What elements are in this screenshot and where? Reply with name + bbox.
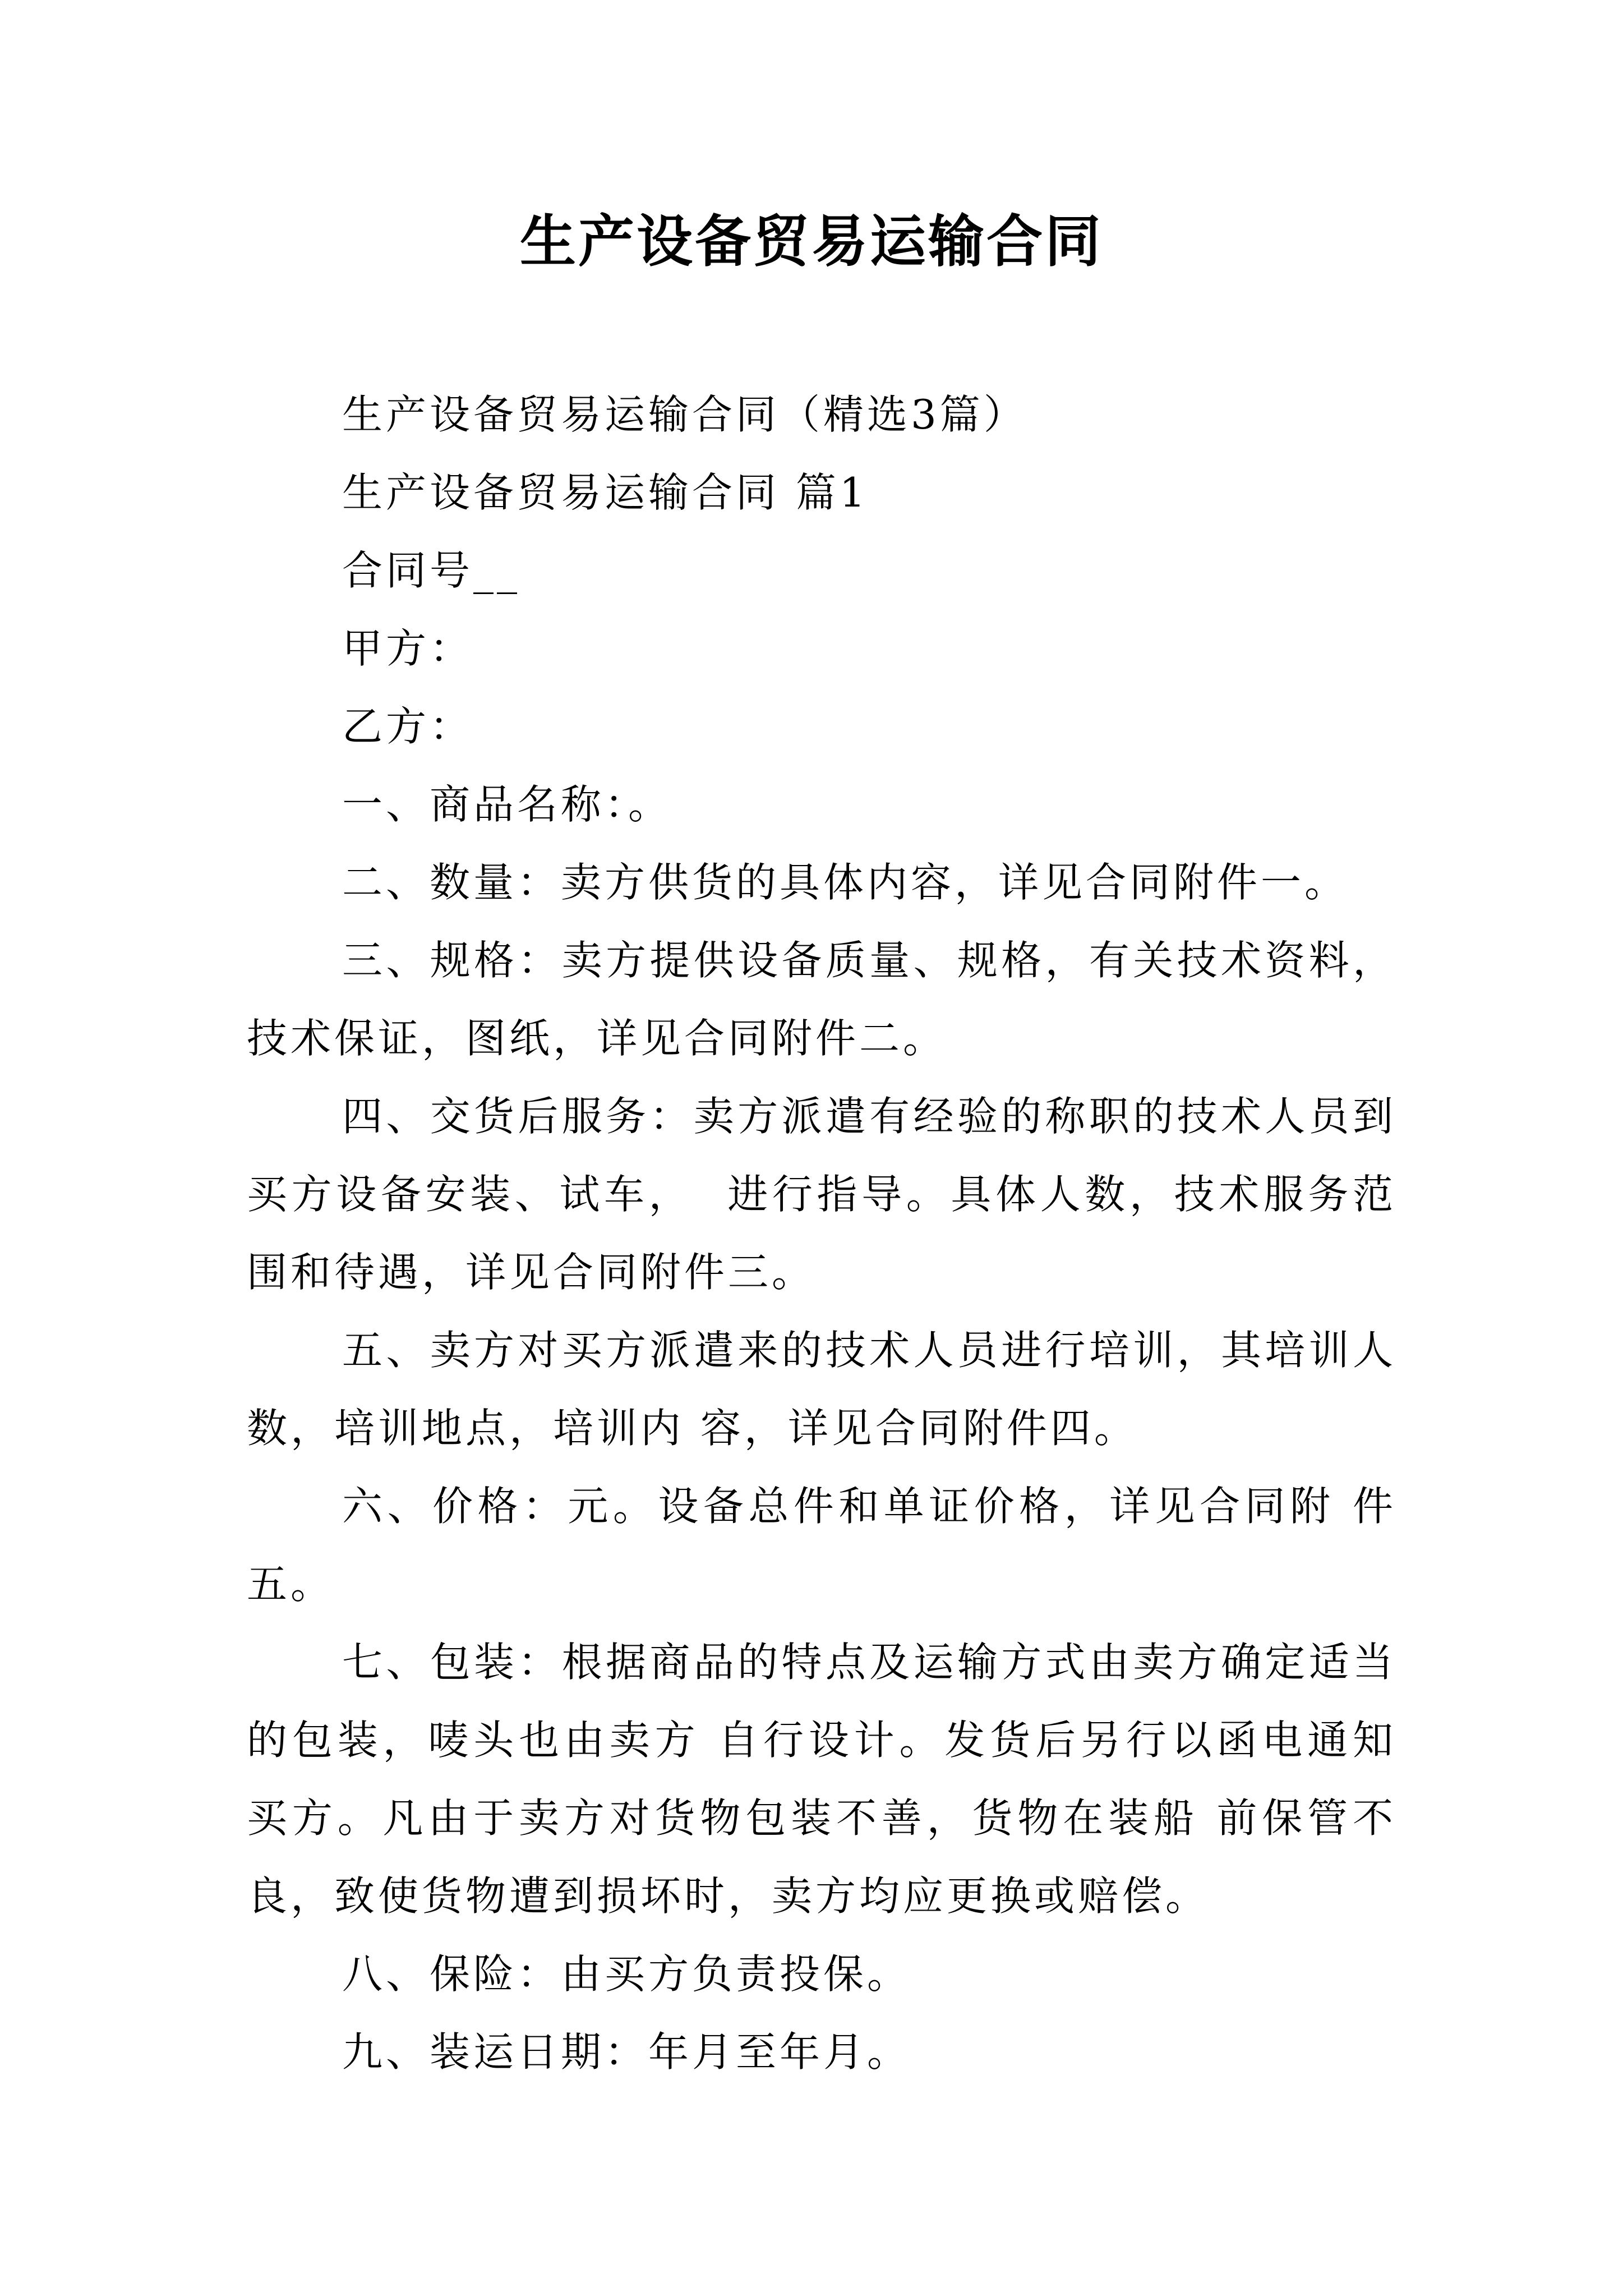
clause-1-product-name: 一、商品名称：。 (342, 781, 672, 828)
subtitle-selection: 生产设备贸易运输合同（精选3篇） (342, 391, 1027, 438)
contract-number: 合同号__ (342, 547, 521, 594)
clause-8-insurance: 八、保险：由买方负责投保。 (342, 1950, 911, 1998)
subtitle-part-1: 生产设备贸易运输合同 篇1 (342, 469, 869, 516)
clause-7-packaging: 七、包装：根据商品的特点及运输方式由卖方确定适当的包装，唛头也由卖方 自行设计。发货后另行以函电通知买方。凡由于卖方对货物包装不善，货物在装船 前保管不良，致使货物遭到损坏时，卖方均应更换或赔偿。 (247, 1639, 1396, 1920)
clause-9-shipment-date: 九、装运日期：年月至年月。 (342, 2028, 911, 2076)
document-body (247, 376, 1396, 2091)
clause-3-specification: 三、规格：卖方提供设备质量、规格，有关技术资料，技术保证，图纸，详见合同附件二。 (247, 937, 1396, 1062)
clause-6-price: 六、价格：元。设备总件和单证价格，详见合同附 件五。 (247, 1483, 1396, 1608)
party-b: 乙方： (342, 703, 474, 750)
clause-5-training: 五、卖方对买方派遣来的技术人员进行培训，其培训人数，培训地点，培训内 容，详见合同附件四。 (247, 1327, 1396, 1452)
document-title: 生产设备贸易运输合同 (520, 208, 1103, 274)
clause-4-after-sales-service: 四、交货后服务：卖方派遣有经验的称职的技术人员到买方设备安装、试车， 进行指导。具体人数，技术服务范围和待遇，详见合同附件三。 (247, 1093, 1396, 1296)
clause-2-quantity: 二、数量：卖方供货的具体内容，详见合同附件一。 (342, 859, 1349, 906)
party-a: 甲方： (342, 625, 474, 672)
